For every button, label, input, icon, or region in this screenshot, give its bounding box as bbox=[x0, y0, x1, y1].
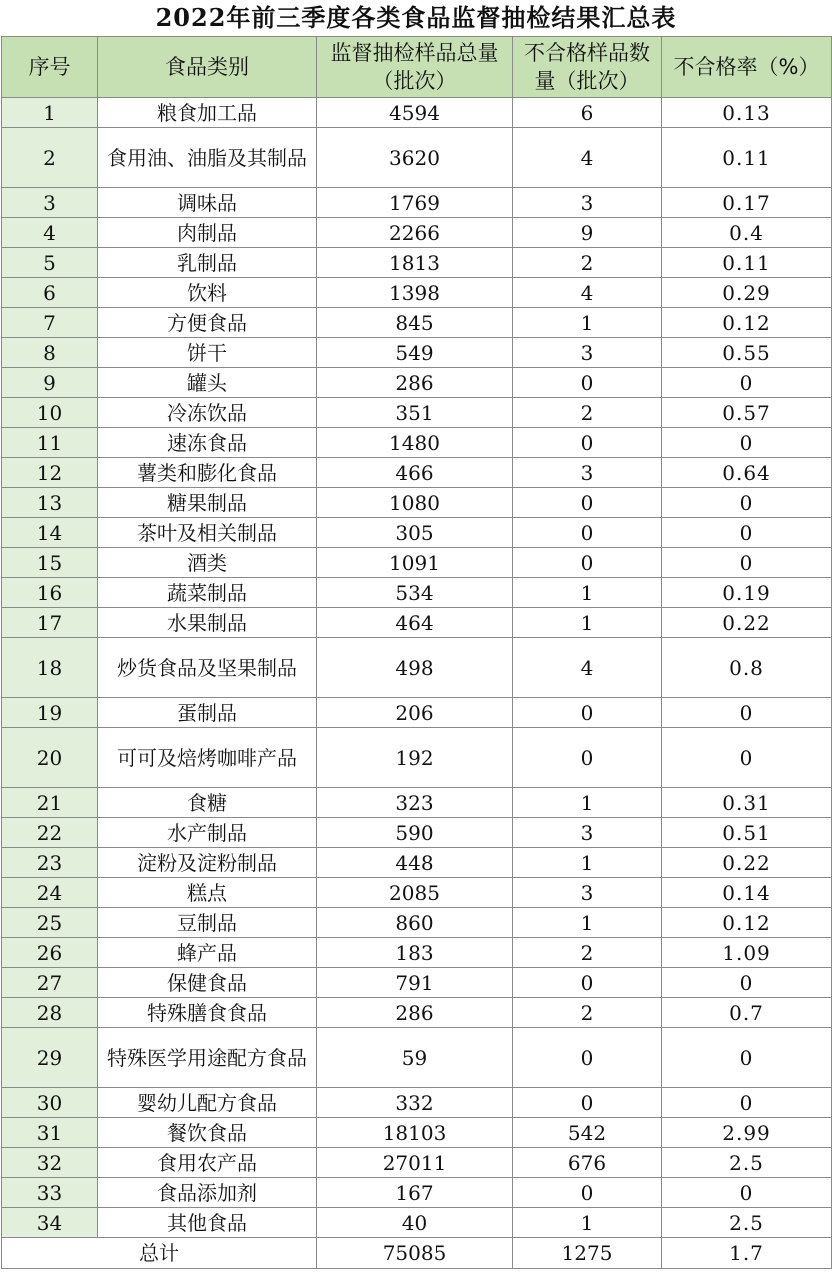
row-category: 水果制品 bbox=[98, 608, 317, 638]
row-total-samples: 27011 bbox=[317, 1148, 513, 1178]
table-row bbox=[2, 1088, 832, 1118]
row-seq: 31 bbox=[2, 1118, 98, 1148]
row-seq: 12 bbox=[2, 458, 98, 488]
row-failed-samples: 4 bbox=[513, 638, 662, 698]
header-failed: 不合格样品数量（批次） bbox=[513, 37, 662, 98]
row-failure-rate: 2.5 bbox=[662, 1148, 832, 1178]
row-category: 婴幼儿配方食品 bbox=[98, 1088, 317, 1118]
row-seq: 6 bbox=[2, 278, 98, 308]
row-seq: 13 bbox=[2, 488, 98, 518]
row-failure-rate: 0.31 bbox=[662, 788, 832, 818]
row-total-samples: 791 bbox=[317, 968, 513, 998]
row-failed-samples: 1 bbox=[513, 608, 662, 638]
row-failure-rate: 0.57 bbox=[662, 398, 832, 428]
table-row bbox=[2, 578, 832, 608]
row-category: 罐头 bbox=[98, 368, 317, 398]
row-seq: 11 bbox=[2, 428, 98, 458]
row-category: 糕点 bbox=[98, 878, 317, 908]
row-failed-samples: 676 bbox=[513, 1148, 662, 1178]
row-failure-rate: 2.5 bbox=[662, 1208, 832, 1238]
row-failed-samples: 2 bbox=[513, 248, 662, 278]
row-failure-rate: 2.99 bbox=[662, 1118, 832, 1148]
row-failure-rate: 0.14 bbox=[662, 878, 832, 908]
row-total-samples: 1813 bbox=[317, 248, 513, 278]
row-failed-samples: 0 bbox=[513, 968, 662, 998]
row-total-samples: 40 bbox=[317, 1208, 513, 1238]
row-failure-rate: 0.11 bbox=[662, 128, 832, 188]
table-row bbox=[2, 728, 832, 788]
row-failure-rate: 0 bbox=[662, 1178, 832, 1208]
row-category: 豆制品 bbox=[98, 908, 317, 938]
table-row bbox=[2, 1148, 832, 1178]
row-category: 餐饮食品 bbox=[98, 1118, 317, 1148]
row-category: 蛋制品 bbox=[98, 698, 317, 728]
row-total-samples: 2085 bbox=[317, 878, 513, 908]
inspection-summary-table bbox=[1, 36, 832, 1269]
row-category: 特殊医学用途配方食品 bbox=[98, 1028, 317, 1088]
row-category: 食用油、油脂及其制品 bbox=[98, 128, 317, 188]
row-failed-samples: 0 bbox=[513, 698, 662, 728]
table-row bbox=[2, 98, 832, 128]
table-row bbox=[2, 698, 832, 728]
row-category: 食用农产品 bbox=[98, 1148, 317, 1178]
row-failed-samples: 0 bbox=[513, 428, 662, 458]
table-row bbox=[2, 548, 832, 578]
header-seq: 序号 bbox=[2, 37, 98, 98]
row-failure-rate: 0.7 bbox=[662, 998, 832, 1028]
row-category: 保健食品 bbox=[98, 968, 317, 998]
row-failure-rate: 0.64 bbox=[662, 458, 832, 488]
table-row bbox=[2, 248, 832, 278]
row-failed-samples: 0 bbox=[513, 1088, 662, 1118]
row-seq: 14 bbox=[2, 518, 98, 548]
row-category: 酒类 bbox=[98, 548, 317, 578]
row-category: 速冻食品 bbox=[98, 428, 317, 458]
row-failed-samples: 0 bbox=[513, 728, 662, 788]
row-seq: 2 bbox=[2, 128, 98, 188]
row-category: 可可及焙烤咖啡产品 bbox=[98, 728, 317, 788]
row-seq: 21 bbox=[2, 788, 98, 818]
row-category: 炒货食品及坚果制品 bbox=[98, 638, 317, 698]
row-failure-rate: 0.11 bbox=[662, 248, 832, 278]
table-row bbox=[2, 848, 832, 878]
row-failed-samples: 1 bbox=[513, 848, 662, 878]
row-failed-samples: 4 bbox=[513, 278, 662, 308]
row-total-samples: 498 bbox=[317, 638, 513, 698]
row-failed-samples: 542 bbox=[513, 1118, 662, 1148]
row-failure-rate: 0 bbox=[662, 1088, 832, 1118]
row-failure-rate: 0 bbox=[662, 518, 832, 548]
row-seq: 34 bbox=[2, 1208, 98, 1238]
row-total-samples: 167 bbox=[317, 1178, 513, 1208]
row-total-samples: 466 bbox=[317, 458, 513, 488]
row-seq: 7 bbox=[2, 308, 98, 338]
table-row bbox=[2, 788, 832, 818]
row-failure-rate: 0.8 bbox=[662, 638, 832, 698]
row-total-samples: 323 bbox=[317, 788, 513, 818]
row-failed-samples: 9 bbox=[513, 218, 662, 248]
total-failed: 1275 bbox=[513, 1238, 662, 1269]
row-total-samples: 286 bbox=[317, 368, 513, 398]
row-total-samples: 1080 bbox=[317, 488, 513, 518]
row-seq: 30 bbox=[2, 1088, 98, 1118]
row-failure-rate: 0.22 bbox=[662, 848, 832, 878]
row-failure-rate: 0 bbox=[662, 968, 832, 998]
table-row bbox=[2, 1118, 832, 1148]
row-total-samples: 351 bbox=[317, 398, 513, 428]
row-category: 糖果制品 bbox=[98, 488, 317, 518]
row-failed-samples: 2 bbox=[513, 998, 662, 1028]
table-row bbox=[2, 308, 832, 338]
row-total-samples: 3620 bbox=[317, 128, 513, 188]
row-total-samples: 59 bbox=[317, 1028, 513, 1088]
row-category: 蔬菜制品 bbox=[98, 578, 317, 608]
row-category: 茶叶及相关制品 bbox=[98, 518, 317, 548]
row-total-samples: 590 bbox=[317, 818, 513, 848]
row-category: 方便食品 bbox=[98, 308, 317, 338]
row-failed-samples: 1 bbox=[513, 578, 662, 608]
row-seq: 5 bbox=[2, 248, 98, 278]
table-row bbox=[2, 818, 832, 848]
row-failed-samples: 3 bbox=[513, 338, 662, 368]
row-seq: 27 bbox=[2, 968, 98, 998]
row-category: 饼干 bbox=[98, 338, 317, 368]
row-total-samples: 1091 bbox=[317, 548, 513, 578]
row-failed-samples: 1 bbox=[513, 1208, 662, 1238]
row-failure-rate: 0.13 bbox=[662, 98, 832, 128]
row-seq: 32 bbox=[2, 1148, 98, 1178]
row-total-samples: 2266 bbox=[317, 218, 513, 248]
row-failure-rate: 0 bbox=[662, 698, 832, 728]
table-row bbox=[2, 938, 832, 968]
row-failure-rate: 1.09 bbox=[662, 938, 832, 968]
row-failed-samples: 3 bbox=[513, 818, 662, 848]
table-row bbox=[2, 1178, 832, 1208]
row-failure-rate: 0 bbox=[662, 368, 832, 398]
row-category: 冷冻饮品 bbox=[98, 398, 317, 428]
row-total-samples: 332 bbox=[317, 1088, 513, 1118]
total-label: 总计 bbox=[2, 1238, 317, 1269]
table-row bbox=[2, 878, 832, 908]
row-category: 饮料 bbox=[98, 278, 317, 308]
table-row bbox=[2, 398, 832, 428]
total-row bbox=[2, 1238, 832, 1269]
total-rate: 1.7 bbox=[662, 1238, 832, 1269]
row-total-samples: 464 bbox=[317, 608, 513, 638]
header-total: 监督抽检样品总量（批次） bbox=[317, 37, 513, 98]
table-row bbox=[2, 368, 832, 398]
row-seq: 20 bbox=[2, 728, 98, 788]
row-failed-samples: 2 bbox=[513, 398, 662, 428]
row-failed-samples: 3 bbox=[513, 458, 662, 488]
table-row bbox=[2, 638, 832, 698]
table-row bbox=[2, 128, 832, 188]
row-failed-samples: 0 bbox=[513, 1028, 662, 1088]
row-failed-samples: 0 bbox=[513, 488, 662, 518]
row-total-samples: 286 bbox=[317, 998, 513, 1028]
table-row bbox=[2, 608, 832, 638]
table-row bbox=[2, 1028, 832, 1088]
row-total-samples: 4594 bbox=[317, 98, 513, 128]
row-failure-rate: 0.19 bbox=[662, 578, 832, 608]
row-total-samples: 448 bbox=[317, 848, 513, 878]
row-failed-samples: 3 bbox=[513, 878, 662, 908]
row-category: 肉制品 bbox=[98, 218, 317, 248]
row-category: 食糖 bbox=[98, 788, 317, 818]
table-row bbox=[2, 998, 832, 1028]
row-total-samples: 18103 bbox=[317, 1118, 513, 1148]
row-category: 水产制品 bbox=[98, 818, 317, 848]
row-failed-samples: 1 bbox=[513, 308, 662, 338]
row-seq: 10 bbox=[2, 398, 98, 428]
header-rate: 不合格率（%） bbox=[662, 37, 832, 98]
row-category: 其他食品 bbox=[98, 1208, 317, 1238]
header-category: 食品类别 bbox=[98, 37, 317, 98]
row-total-samples: 206 bbox=[317, 698, 513, 728]
table-header-row bbox=[2, 37, 832, 98]
row-total-samples: 549 bbox=[317, 338, 513, 368]
row-seq: 25 bbox=[2, 908, 98, 938]
row-total-samples: 534 bbox=[317, 578, 513, 608]
table-body bbox=[2, 98, 832, 1238]
table-row bbox=[2, 968, 832, 998]
row-failure-rate: 0.12 bbox=[662, 308, 832, 338]
row-category: 乳制品 bbox=[98, 248, 317, 278]
row-seq: 16 bbox=[2, 578, 98, 608]
row-category: 蜂产品 bbox=[98, 938, 317, 968]
row-failure-rate: 0 bbox=[662, 1028, 832, 1088]
row-failed-samples: 1 bbox=[513, 908, 662, 938]
row-seq: 33 bbox=[2, 1178, 98, 1208]
row-failure-rate: 0.29 bbox=[662, 278, 832, 308]
row-seq: 9 bbox=[2, 368, 98, 398]
row-category: 食品添加剂 bbox=[98, 1178, 317, 1208]
row-failure-rate: 0.12 bbox=[662, 908, 832, 938]
row-category: 淀粉及淀粉制品 bbox=[98, 848, 317, 878]
row-total-samples: 183 bbox=[317, 938, 513, 968]
row-total-samples: 1480 bbox=[317, 428, 513, 458]
row-failure-rate: 0.4 bbox=[662, 218, 832, 248]
total-samples: 75085 bbox=[317, 1238, 513, 1269]
row-failure-rate: 0.55 bbox=[662, 338, 832, 368]
row-seq: 4 bbox=[2, 218, 98, 248]
table-row bbox=[2, 218, 832, 248]
table-row bbox=[2, 488, 832, 518]
row-seq: 15 bbox=[2, 548, 98, 578]
row-failed-samples: 3 bbox=[513, 188, 662, 218]
table-row bbox=[2, 338, 832, 368]
row-total-samples: 305 bbox=[317, 518, 513, 548]
row-seq: 22 bbox=[2, 818, 98, 848]
row-seq: 23 bbox=[2, 848, 98, 878]
row-total-samples: 192 bbox=[317, 728, 513, 788]
row-failed-samples: 6 bbox=[513, 98, 662, 128]
table-row bbox=[2, 278, 832, 308]
row-failed-samples: 0 bbox=[513, 368, 662, 398]
row-category: 薯类和膨化食品 bbox=[98, 458, 317, 488]
row-seq: 17 bbox=[2, 608, 98, 638]
row-failure-rate: 0.22 bbox=[662, 608, 832, 638]
row-category: 特殊膳食食品 bbox=[98, 998, 317, 1028]
row-failure-rate: 0 bbox=[662, 728, 832, 788]
row-failed-samples: 1 bbox=[513, 788, 662, 818]
table-row bbox=[2, 458, 832, 488]
row-seq: 3 bbox=[2, 188, 98, 218]
row-seq: 24 bbox=[2, 878, 98, 908]
row-failed-samples: 4 bbox=[513, 128, 662, 188]
row-seq: 18 bbox=[2, 638, 98, 698]
row-failed-samples: 0 bbox=[513, 518, 662, 548]
row-seq: 28 bbox=[2, 998, 98, 1028]
row-failure-rate: 0 bbox=[662, 548, 832, 578]
table-row bbox=[2, 908, 832, 938]
row-seq: 26 bbox=[2, 938, 98, 968]
table-row bbox=[2, 1208, 832, 1238]
row-category: 调味品 bbox=[98, 188, 317, 218]
row-seq: 29 bbox=[2, 1028, 98, 1088]
row-category: 粮食加工品 bbox=[98, 98, 317, 128]
table-row bbox=[2, 188, 832, 218]
row-failure-rate: 0.51 bbox=[662, 818, 832, 848]
row-total-samples: 1769 bbox=[317, 188, 513, 218]
row-failure-rate: 0 bbox=[662, 488, 832, 518]
row-total-samples: 860 bbox=[317, 908, 513, 938]
row-seq: 8 bbox=[2, 338, 98, 368]
table-row bbox=[2, 428, 832, 458]
row-failure-rate: 0.17 bbox=[662, 188, 832, 218]
row-total-samples: 1398 bbox=[317, 278, 513, 308]
row-total-samples: 845 bbox=[317, 308, 513, 338]
row-seq: 1 bbox=[2, 98, 98, 128]
page-title: 2022年前三季度各类食品监督抽检结果汇总表 bbox=[155, 3, 677, 32]
row-seq: 19 bbox=[2, 698, 98, 728]
row-failure-rate: 0 bbox=[662, 428, 832, 458]
table-row bbox=[2, 518, 832, 548]
row-failed-samples: 2 bbox=[513, 938, 662, 968]
row-failed-samples: 0 bbox=[513, 1178, 662, 1208]
row-failed-samples: 0 bbox=[513, 548, 662, 578]
